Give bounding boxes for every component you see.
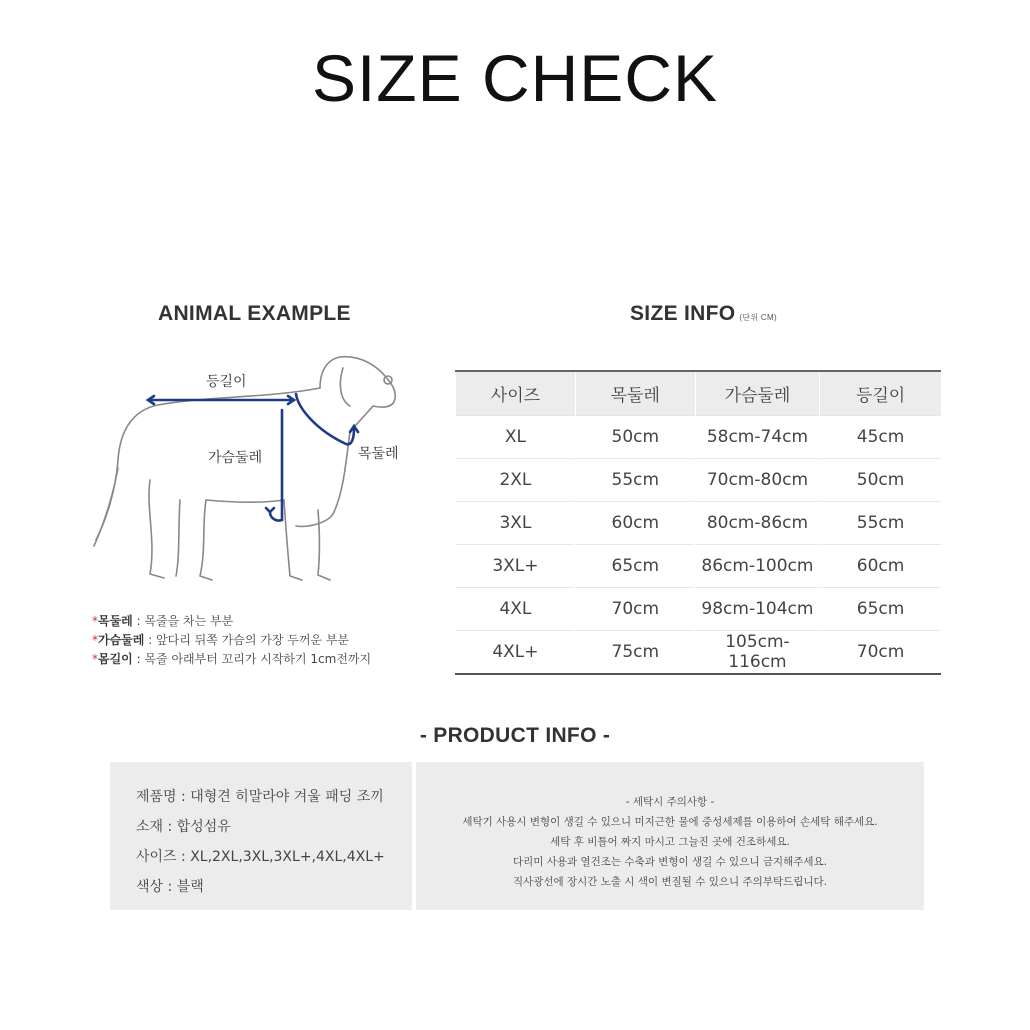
table-cell: 98cm-104cm: [695, 588, 819, 631]
col-header: 목둘레: [575, 371, 695, 416]
animal-example-heading: ANIMAL EXAMPLE: [158, 302, 351, 325]
care-line: 다리미 사용과 열건조는 수축과 변형이 생길 수 있으니 금지해주세요.: [512, 856, 828, 868]
table-cell: 2XL: [456, 459, 576, 502]
table-cell: 60cm: [820, 545, 941, 588]
table-row: [456, 545, 942, 588]
table-row: [456, 416, 942, 459]
table-cell: 105cm-116cm: [695, 631, 819, 675]
table-cell: 70cm: [820, 631, 941, 675]
table-row: [456, 459, 942, 502]
note-line: *목둘레 : 목줄을 차는 부분: [92, 614, 234, 628]
table-cell: 4XL+: [456, 631, 576, 675]
table-cell: 70cm-80cm: [695, 459, 819, 502]
dog-measurement-diagram: [88, 350, 418, 590]
table-row: [456, 502, 942, 545]
note-line: *가슴둘레 : 앞다리 뒤쪽 가슴의 가장 두꺼운 부분: [92, 633, 350, 647]
table-cell: 86cm-100cm: [695, 545, 819, 588]
table-cell: 50cm: [575, 416, 695, 459]
measurement-notes: [92, 612, 371, 669]
size-info-heading: SIZE INFO (단위 CM): [630, 302, 777, 325]
table-cell: 58cm-74cm: [695, 416, 819, 459]
page-title: SIZE CHECK: [311, 41, 719, 115]
col-header: 사이즈: [456, 371, 576, 416]
product-name: 제품명 : 대형견 히말라야 겨울 패딩 조끼: [136, 789, 384, 805]
table-cell: 45cm: [820, 416, 941, 459]
table-cell: 75cm: [575, 631, 695, 675]
table-row: [456, 631, 942, 675]
care-line: 세탁기 사용시 변형이 생길 수 있으니 미지근한 물에 중성세제를 이용하여 손세탁 해주세요.: [462, 816, 878, 828]
product-details-panel: [110, 762, 412, 910]
product-color: 색상 : 블랙: [136, 879, 204, 895]
note-line: *몸길이 : 목줄 아래부터 꼬리가 시작하기 1cm전까지: [92, 652, 372, 666]
table-header-row: [456, 371, 942, 416]
table-cell: 80cm-86cm: [695, 502, 819, 545]
care-title: - 세탁시 주의사항 -: [625, 796, 715, 808]
chest-girth-line: [270, 410, 282, 521]
care-line: 세탁 후 비틀어 짜지 마시고 그늘진 곳에 건조하세요.: [550, 836, 790, 848]
table-cell: 65cm: [575, 545, 695, 588]
care-instructions-panel: [416, 762, 924, 910]
table-cell: 3XL: [456, 502, 576, 545]
table-cell: 50cm: [820, 459, 941, 502]
col-header: 등길이: [820, 371, 941, 416]
dog-outline: [94, 357, 395, 580]
table-row: [456, 588, 942, 631]
chest-arrow-head: [266, 508, 274, 512]
product-material: 소재 : 합성섬유: [136, 819, 231, 835]
table-cell: 4XL: [456, 588, 576, 631]
size-table: [455, 370, 941, 675]
table-cell: 55cm: [820, 502, 941, 545]
table-cell: 65cm: [820, 588, 941, 631]
product-info-heading: - PRODUCT INFO -: [419, 724, 611, 747]
unit-note: (단위 CM): [739, 313, 777, 322]
table-cell: 3XL+: [456, 545, 576, 588]
label-neck-girth: 목둘레: [358, 446, 399, 462]
table-cell: 70cm: [575, 588, 695, 631]
table-cell: 55cm: [575, 459, 695, 502]
label-chest-girth: 가슴둘레: [208, 450, 263, 466]
product-sizes: 사이즈 : XL,2XL,3XL,3XL+,4XL,4XL+: [136, 849, 385, 865]
label-back-length: 등길이: [206, 374, 247, 390]
table-cell: XL: [456, 416, 576, 459]
table-cell: 60cm: [575, 502, 695, 545]
col-header: 가슴둘레: [695, 371, 819, 416]
care-line: 직사광선에 장시간 노출 시 색이 변질될 수 있으니 주의부탁드립니다.: [512, 876, 828, 888]
